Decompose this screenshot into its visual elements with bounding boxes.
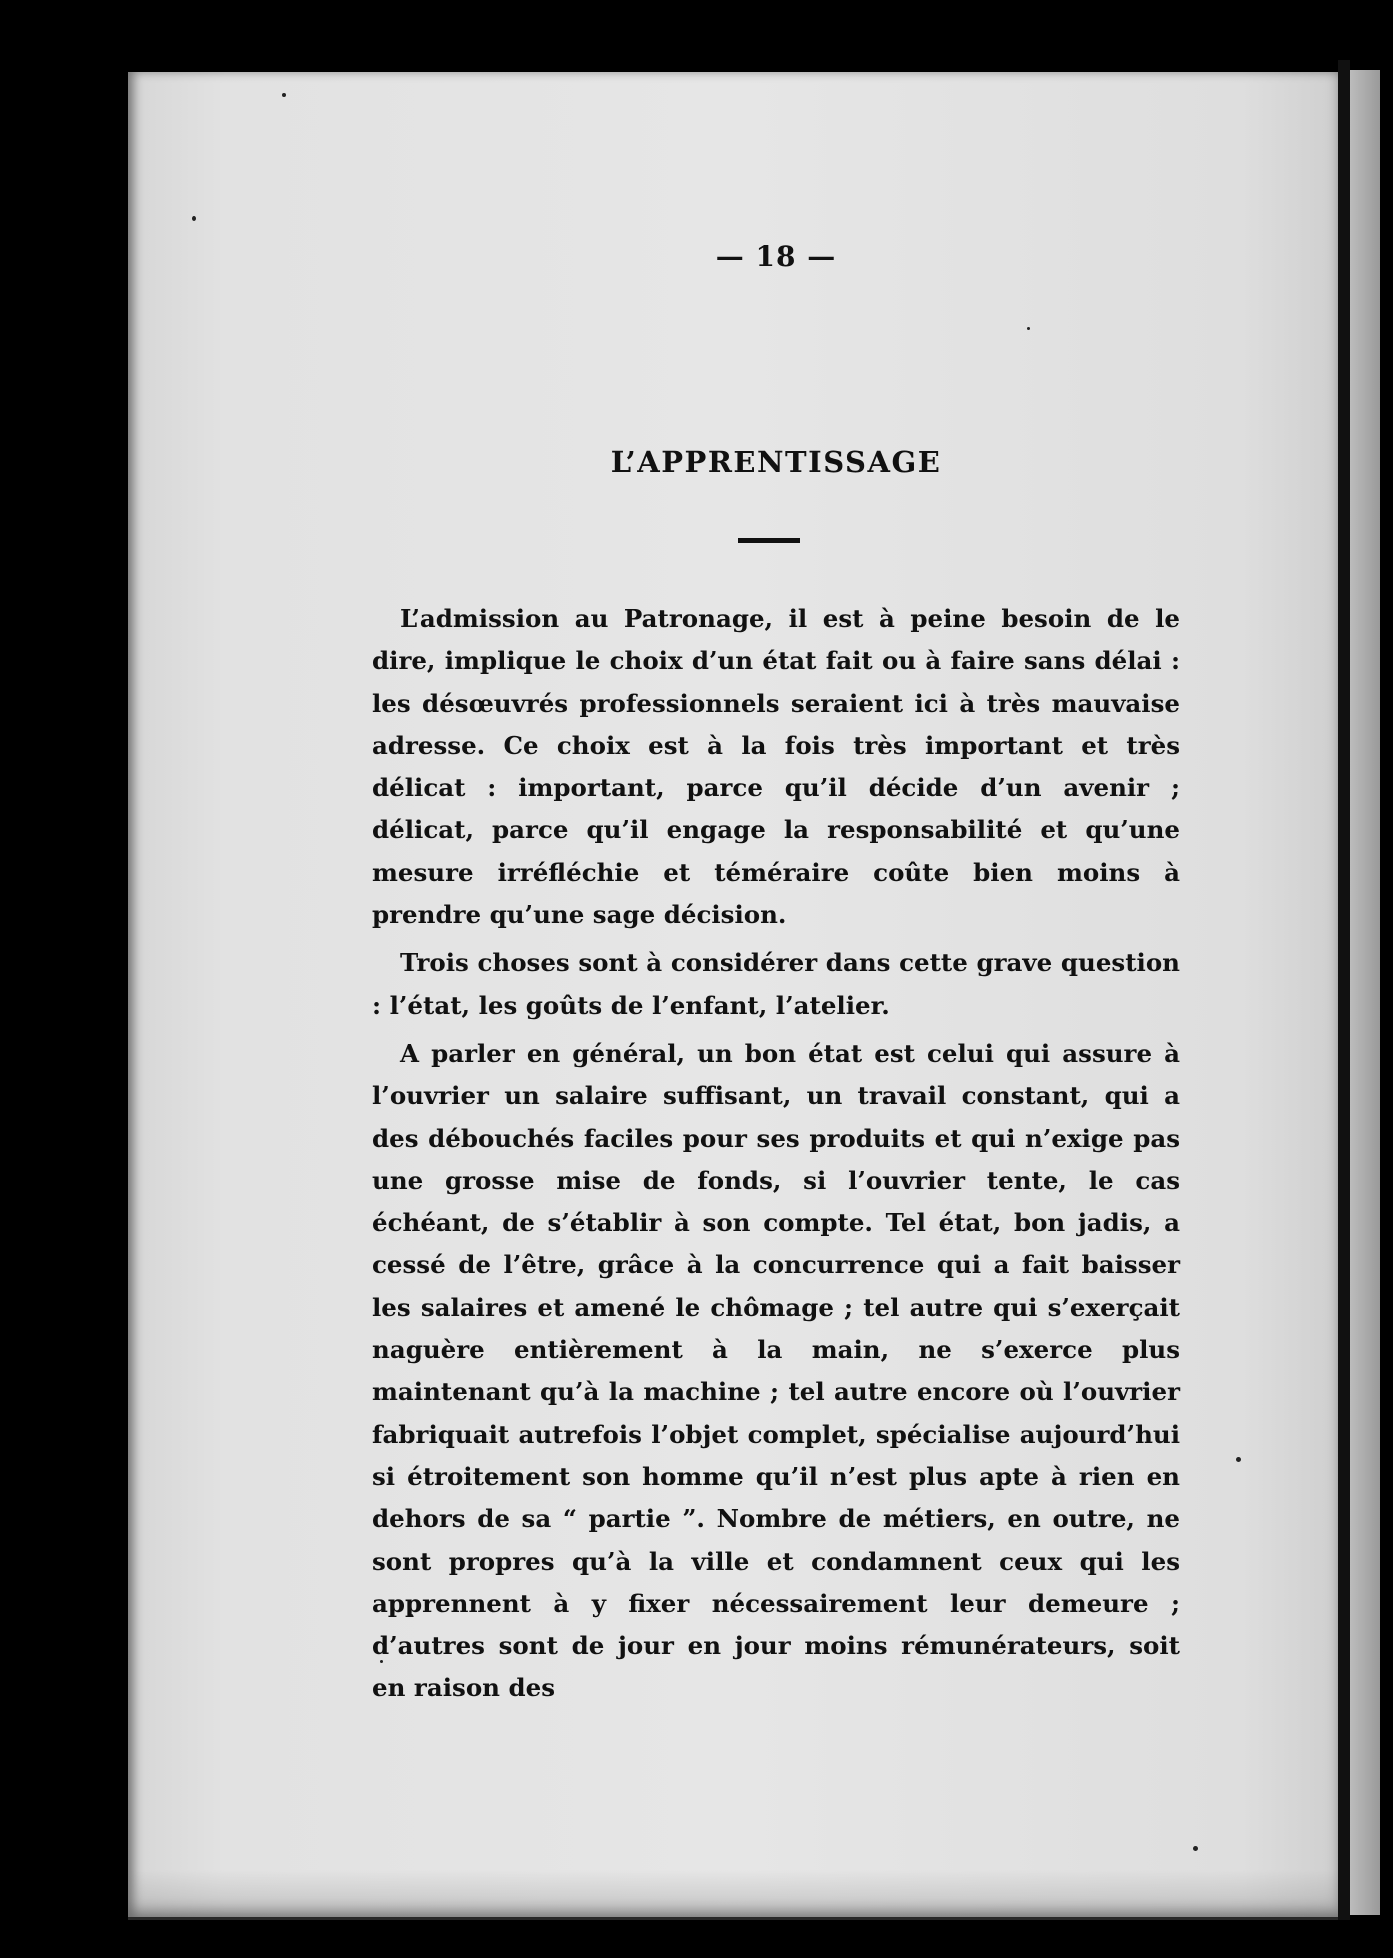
speck <box>1027 327 1030 330</box>
speck <box>282 93 286 97</box>
page-bottom-shadow <box>128 1870 1338 1920</box>
book-gutter <box>1338 60 1350 1920</box>
page-content <box>372 240 1180 1703</box>
speck <box>1236 1457 1241 1462</box>
title-rule <box>738 538 800 543</box>
chapter-title: L’APPRENTISSAGE <box>610 445 942 479</box>
paragraph: L’admission au Patronage, il est à peine besoin de le dire, implique le choix d’un état fait ou à faire sans délai : les désœuvrés professionnels seraient ici à très mauvaise adresse. Ce choix est à la fois très important et très délicat : important, parce qu’il décide d’un avenir ; délicat, parce qu’il engage la responsabilité et qu’une mesure irréfléchie et téméraire coûte bien moins à prendre qu’une sage décision. <box>372 604 1180 930</box>
facing-page-edge <box>1350 70 1380 1915</box>
paragraph: Trois choses sont à considérer dans cette grave question : l’état, les goûts de l’enfant, l’atelier. <box>372 948 1180 1020</box>
paragraph: A parler en général, un bon état est celui qui assure à l’ouvrier un salaire suffisant, un travail constant, qui a des débouchés faciles pour ses produits et qui n’exige pas une grosse mise de fonds, si l’ouvrier tente, le cas échéant, de s’établir à son compte. Tel état, bon jadis, a cessé de l’être, grâce à la concurrence qui a fait baisser les salaires et amené le chômage ; tel autre qui s’exerçait naguère entièrement à la main, ne s’exerce plus maintenant qu’à la machine ; tel autre encore où l’ouvrier fabriquait autrefois l’objet complet, spécialise aujourd’hui si étroitement son homme qu’il n’est plus apte à rien en dehors de sa “ partie ”. Nombre de métiers, en outre, ne sont propres qu’à la ville et condamnent ceux qui les apprennent à y fixer nécessairement leur demeure ; d’autres sont de jour en jour moins rémunérateurs, soit en raison des <box>372 1038 1180 1703</box>
body-text <box>372 598 1180 1716</box>
speck <box>1193 1846 1198 1851</box>
speck <box>192 216 196 221</box>
page-number: — 18 — <box>715 240 837 273</box>
